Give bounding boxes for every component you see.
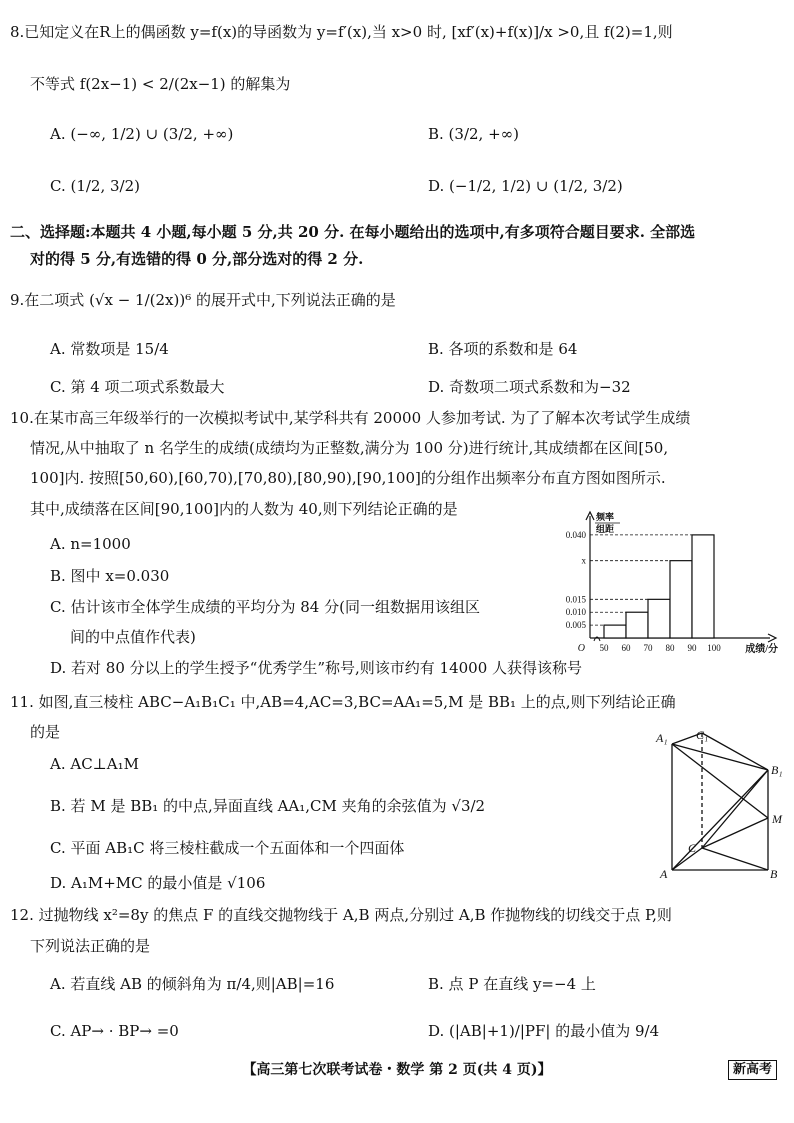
label-c: C xyxy=(688,841,697,855)
label-a: A xyxy=(660,867,668,881)
x-tick-label: 100 xyxy=(707,643,721,653)
histogram-bar xyxy=(626,612,648,638)
edge-a1-b1 xyxy=(672,744,768,770)
q9-option-c: C. 第 4 项二项式系数最大 xyxy=(50,378,225,396)
q9-stem: 9.在二项式 (√x − 1/(2x))⁶ 的展开式中,下列说法正确的是 xyxy=(10,291,396,309)
q12-line1: 12. 过抛物线 x²=8y 的焦点 F 的直线交抛物线于 A,B 两点,分别过 A,B 作抛物线的切线交于点 P,则 xyxy=(10,906,672,924)
x-tick-label: 60 xyxy=(621,643,631,653)
q12-option-b: B. 点 P 在直线 y=−4 上 xyxy=(428,975,596,993)
q10-line1: 10.在某市高三年级举行的一次模拟考试中,某学科共有 20000 人参加考试. 为了了解本次考试学生成绩 xyxy=(10,409,691,427)
y-tick-label: x xyxy=(581,555,586,566)
q10-option-b: B. 图中 x=0.030 xyxy=(50,567,170,585)
q10-line4: 其中,成绩落在区间[90,100]内的人数为 40,则下列结论正确的是 xyxy=(30,500,458,518)
x-tick-label: 50 xyxy=(599,643,609,653)
q12-line2: 下列说法正确的是 xyxy=(30,937,151,955)
q10-line3: 100]内. 按照[50,60),[60,70),[70,80),[80,90),[90,100]的分组作出频率分布直方图如图所示. xyxy=(30,469,666,487)
histogram-bar xyxy=(604,625,626,638)
x-tick-label: 70 xyxy=(643,643,653,653)
x-tick-label: 90 xyxy=(687,643,697,653)
q8-option-c: C. (1/2, 3/2) xyxy=(50,177,140,195)
frequency-histogram xyxy=(540,510,790,660)
prism-figure xyxy=(650,730,790,885)
q12-option-c: C. AP→ · BP→ =0 xyxy=(50,1022,179,1040)
label-a1: A₁ xyxy=(656,731,668,745)
segment-a1-m xyxy=(672,744,768,818)
segment-c-m xyxy=(702,818,768,848)
section2-line1: 二、选择题:本题共 4 小题,每小题 5 分,共 20 分. 在每小题给出的选项中,有多项符合题目要求. 全部选 xyxy=(10,223,696,241)
q9-option-d: D. 奇数项二项式系数和为−32 xyxy=(428,378,631,396)
segment-c-b1 xyxy=(702,770,768,848)
histogram-bar xyxy=(692,535,714,638)
q11-line1: 11. 如图,直三棱柱 ABC−A₁B₁C₁ 中,AB=4,AC=3,BC=AA₁=5,M 是 BB₁ 上的点,则下列结论正确 xyxy=(10,693,676,711)
q10-line2: 情况,从中抽取了 n 名学生的成绩(成绩均为正整数,满分为 100 分)进行统计,其成绩都在区间[50, xyxy=(30,439,669,457)
label-b1: B₁ xyxy=(771,763,783,777)
q8-option-b: B. (3/2, +∞) xyxy=(428,125,520,143)
footer-badge: 新高考 xyxy=(728,1060,777,1080)
q10-option-c2: 间的中点值作代表) xyxy=(70,628,196,646)
y-tick-label: 0.010 xyxy=(565,607,586,618)
edge-c-b xyxy=(702,848,768,870)
q11-option-c: C. 平面 AB₁C 将三棱柱截成一个五面体和一个四面体 xyxy=(50,839,405,857)
x-axis-label: 成绩/分 xyxy=(745,644,778,655)
q11-option-d: D. A₁M+MC 的最小值是 √106 xyxy=(50,874,266,892)
label-c1: C₁ xyxy=(696,730,709,742)
segment-a-b1 xyxy=(672,770,768,870)
y-tick-label: 0.015 xyxy=(565,594,586,605)
y-tick-label: 0.040 xyxy=(565,529,586,540)
histogram-bar xyxy=(648,599,670,638)
q9-option-b: B. 各项的系数和是 64 xyxy=(428,340,578,358)
q10-option-d: D. 若对 80 分以上的学生授予“优秀学生”称号,则该市约有 14000 人获得该称号 xyxy=(50,659,583,677)
label-m: M xyxy=(772,812,782,826)
y-label-bottom: 组距 xyxy=(596,524,615,534)
page-footer: 【高三第七次联考试卷・数学 第 2 页(共 4 页)】 xyxy=(242,1062,552,1078)
q10-option-a: A. n=1000 xyxy=(50,535,131,553)
q12-option-d: D. (|AB|+1)/|PF| 的最小值为 9/4 xyxy=(428,1022,660,1040)
histogram-bar xyxy=(670,561,692,638)
q8-option-a: A. (−∞, 1/2) ∪ (3/2, +∞) xyxy=(50,125,234,143)
y-label-top: 频率 xyxy=(596,512,615,522)
section2-line2: 对的得 5 分,有选错的得 0 分,部分选对的得 2 分. xyxy=(30,250,364,268)
edge-a-c xyxy=(672,848,702,870)
q11-line2: 的是 xyxy=(30,723,61,741)
q8-option-d: D. (−1/2, 1/2) ∪ (1/2, 3/2) xyxy=(428,177,623,195)
q8-stem-line1: 8.已知定义在R上的偶函数 y=f(x)的导函数为 y=f′(x),当 x>0 时, [xf′(x)+f(x)]/x >0,且 f(2)=1,则 xyxy=(10,23,673,41)
x-tick-label: 80 xyxy=(665,643,675,653)
label-b: B xyxy=(770,867,778,881)
y-tick-label: 0.005 xyxy=(565,620,586,631)
origin-label: O xyxy=(577,643,585,654)
q11-option-b: B. 若 M 是 BB₁ 的中点,异面直线 AA₁,CM 夹角的余弦值为 √3/2 xyxy=(50,797,486,815)
q11-option-a: A. AC⊥A₁M xyxy=(50,755,139,773)
q12-option-a: A. 若直线 AB 的倾斜角为 π/4,则|AB|=16 xyxy=(50,975,335,993)
q9-option-a: A. 常数项是 15/4 xyxy=(50,340,169,358)
q10-option-c1: C. 估计该市全体学生成绩的平均分为 84 分(同一组数据用该组区 xyxy=(50,598,480,616)
edge-c1-b1 xyxy=(702,733,768,770)
q8-stem-line2: 不等式 f(2x−1) < 2/(2x−1) 的解集为 xyxy=(30,75,291,93)
